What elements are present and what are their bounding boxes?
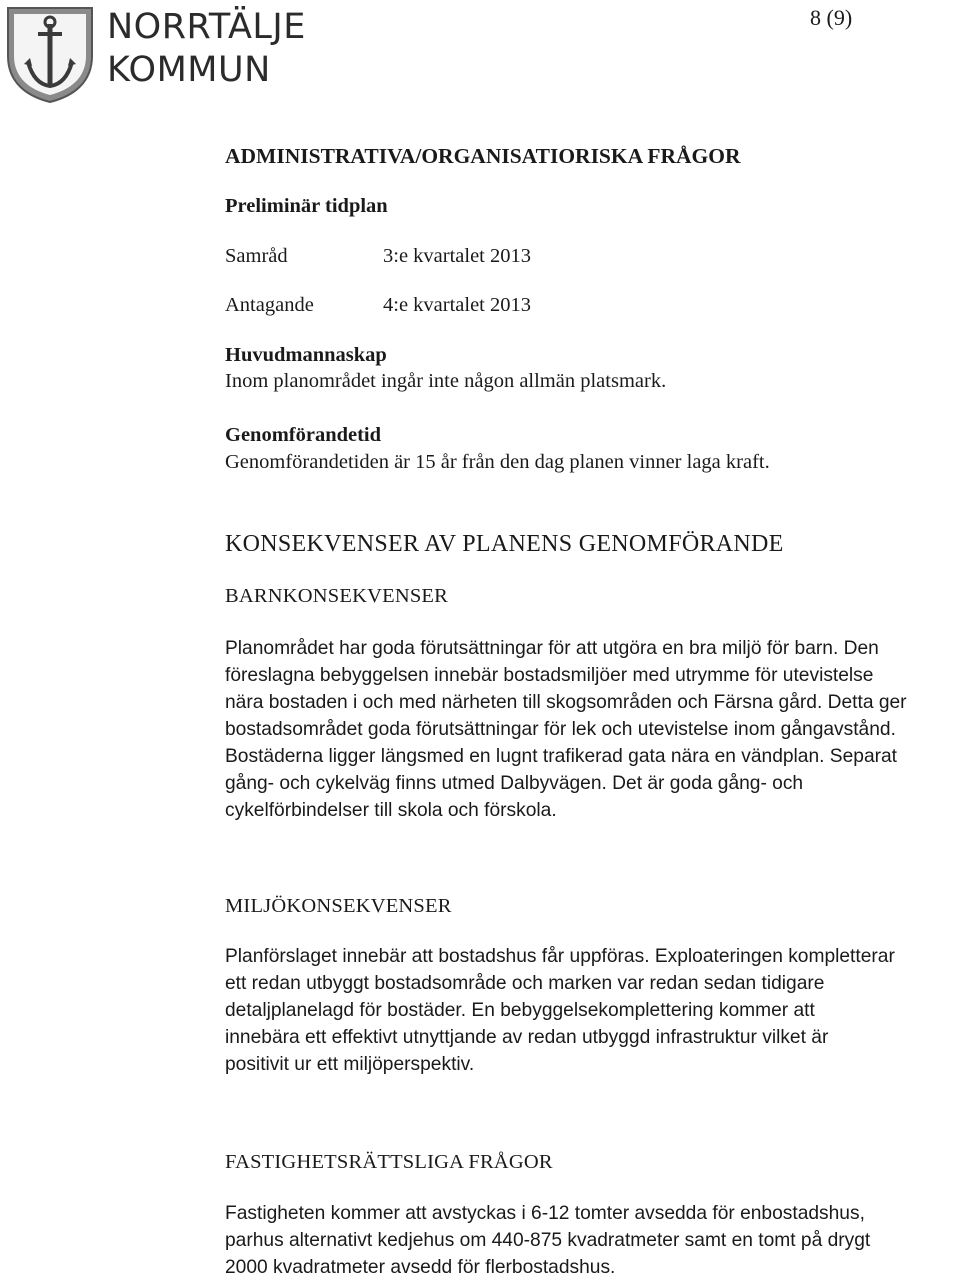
huvudmannaskap-text: Inom planområdet ingår inte någon allmän platsmark. [225, 370, 667, 392]
logo-wordmark [107, 6, 306, 92]
municipality-logo [4, 4, 306, 104]
anchor-shield-emblem-icon [4, 4, 96, 104]
page-number: 8 (9) [810, 5, 853, 30]
paragraph-line: detaljplanelagd för bostäder. En bebyggelsekomplettering kommer att [225, 1000, 815, 1021]
barnkonsekvenser-heading: BARNKONSEKVENSER [225, 585, 449, 607]
genomforandetid-text: Genomförandetiden är 15 år från den dag planen vinner laga kraft. [225, 451, 770, 473]
paragraph-line: gång- och cykelväg finns utmed Dalbyvägen. Det är goda gång- och [225, 773, 804, 794]
paragraph-line: parhus alternativt kedjehus om 440-875 kvadratmeter samt en tomt på drygt [225, 1230, 871, 1251]
paragraph-line: ett redan utbyggt bostadsområde och marken var redan sedan tidigare [225, 973, 825, 994]
konsekvenser-heading: KONSEKVENSER AV PLANENS GENOMFÖRANDE [225, 531, 784, 557]
samrad-value: 3:e kvartalet 2013 [383, 245, 532, 267]
miljokonsekvenser-heading: MILJÖKONSEKVENSER [225, 895, 452, 917]
barnkonsekvenser-paragraph [225, 635, 960, 824]
miljokonsekvenser-paragraph [225, 943, 960, 1078]
tidplan-heading: Preliminär tidplan [225, 195, 388, 217]
paragraph-line: bostadsområdet goda förutsättningar för lek och utevistelse inom gångavstånd. [225, 719, 896, 740]
paragraph-line: 2000 kvadratmeter avsedd för flerbostadshus. [225, 1257, 616, 1278]
samrad-label: Samråd [225, 245, 288, 267]
paragraph-line: positivit ur ett miljöperspektiv. [225, 1054, 475, 1075]
paragraph-line: Bostäderna ligger längsmed en lugnt trafikerad gata nära en vändplan. Separat [225, 746, 898, 767]
antagande-row [225, 294, 531, 317]
paragraph-line: föreslagna bebyggelsen innebär bostadsmiljöer med utrymme för utevistelse [225, 665, 874, 686]
antagande-value: 4:e kvartalet 2013 [383, 294, 532, 316]
logo-line-1: NORRTÄLJE [107, 7, 306, 47]
paragraph-line: innebära ett effektivt utnyttjande av redan utbyggd infrastruktur vilket är [225, 1027, 829, 1048]
logo-line-2: KOMMUN [107, 50, 271, 90]
genomforandetid-heading: Genomförandetid [225, 424, 382, 446]
paragraph-line: nära bostaden i och med närheten till skogsområden och Färsna gård. Detta ger [225, 692, 907, 713]
fastighetsrattsliga-heading: FASTIGHETSRÄTTSLIGA FRÅGOR [225, 1151, 553, 1173]
paragraph-line: Planförslaget innebär att bostadshus får uppföras. Exploateringen kompletterar [225, 946, 895, 967]
admin-heading: ADMINISTRATIVA/ORGANISATIORISKA FRÅGOR [225, 144, 741, 168]
paragraph-line: cykelförbindelser till skola och förskola. [225, 800, 557, 821]
paragraph-line: Fastigheten kommer att avstyckas i 6-12 tomter avsedda för enbostadshus, [225, 1203, 865, 1224]
samrad-row [225, 245, 531, 268]
paragraph-line: Planområdet har goda förutsättningar för att utgöra en bra miljö för barn. Den [225, 638, 879, 659]
huvudmannaskap-heading: Huvudmannaskap [225, 344, 387, 366]
fastighetsrattsliga-paragraph [225, 1200, 960, 1281]
antagande-label: Antagande [225, 294, 314, 316]
